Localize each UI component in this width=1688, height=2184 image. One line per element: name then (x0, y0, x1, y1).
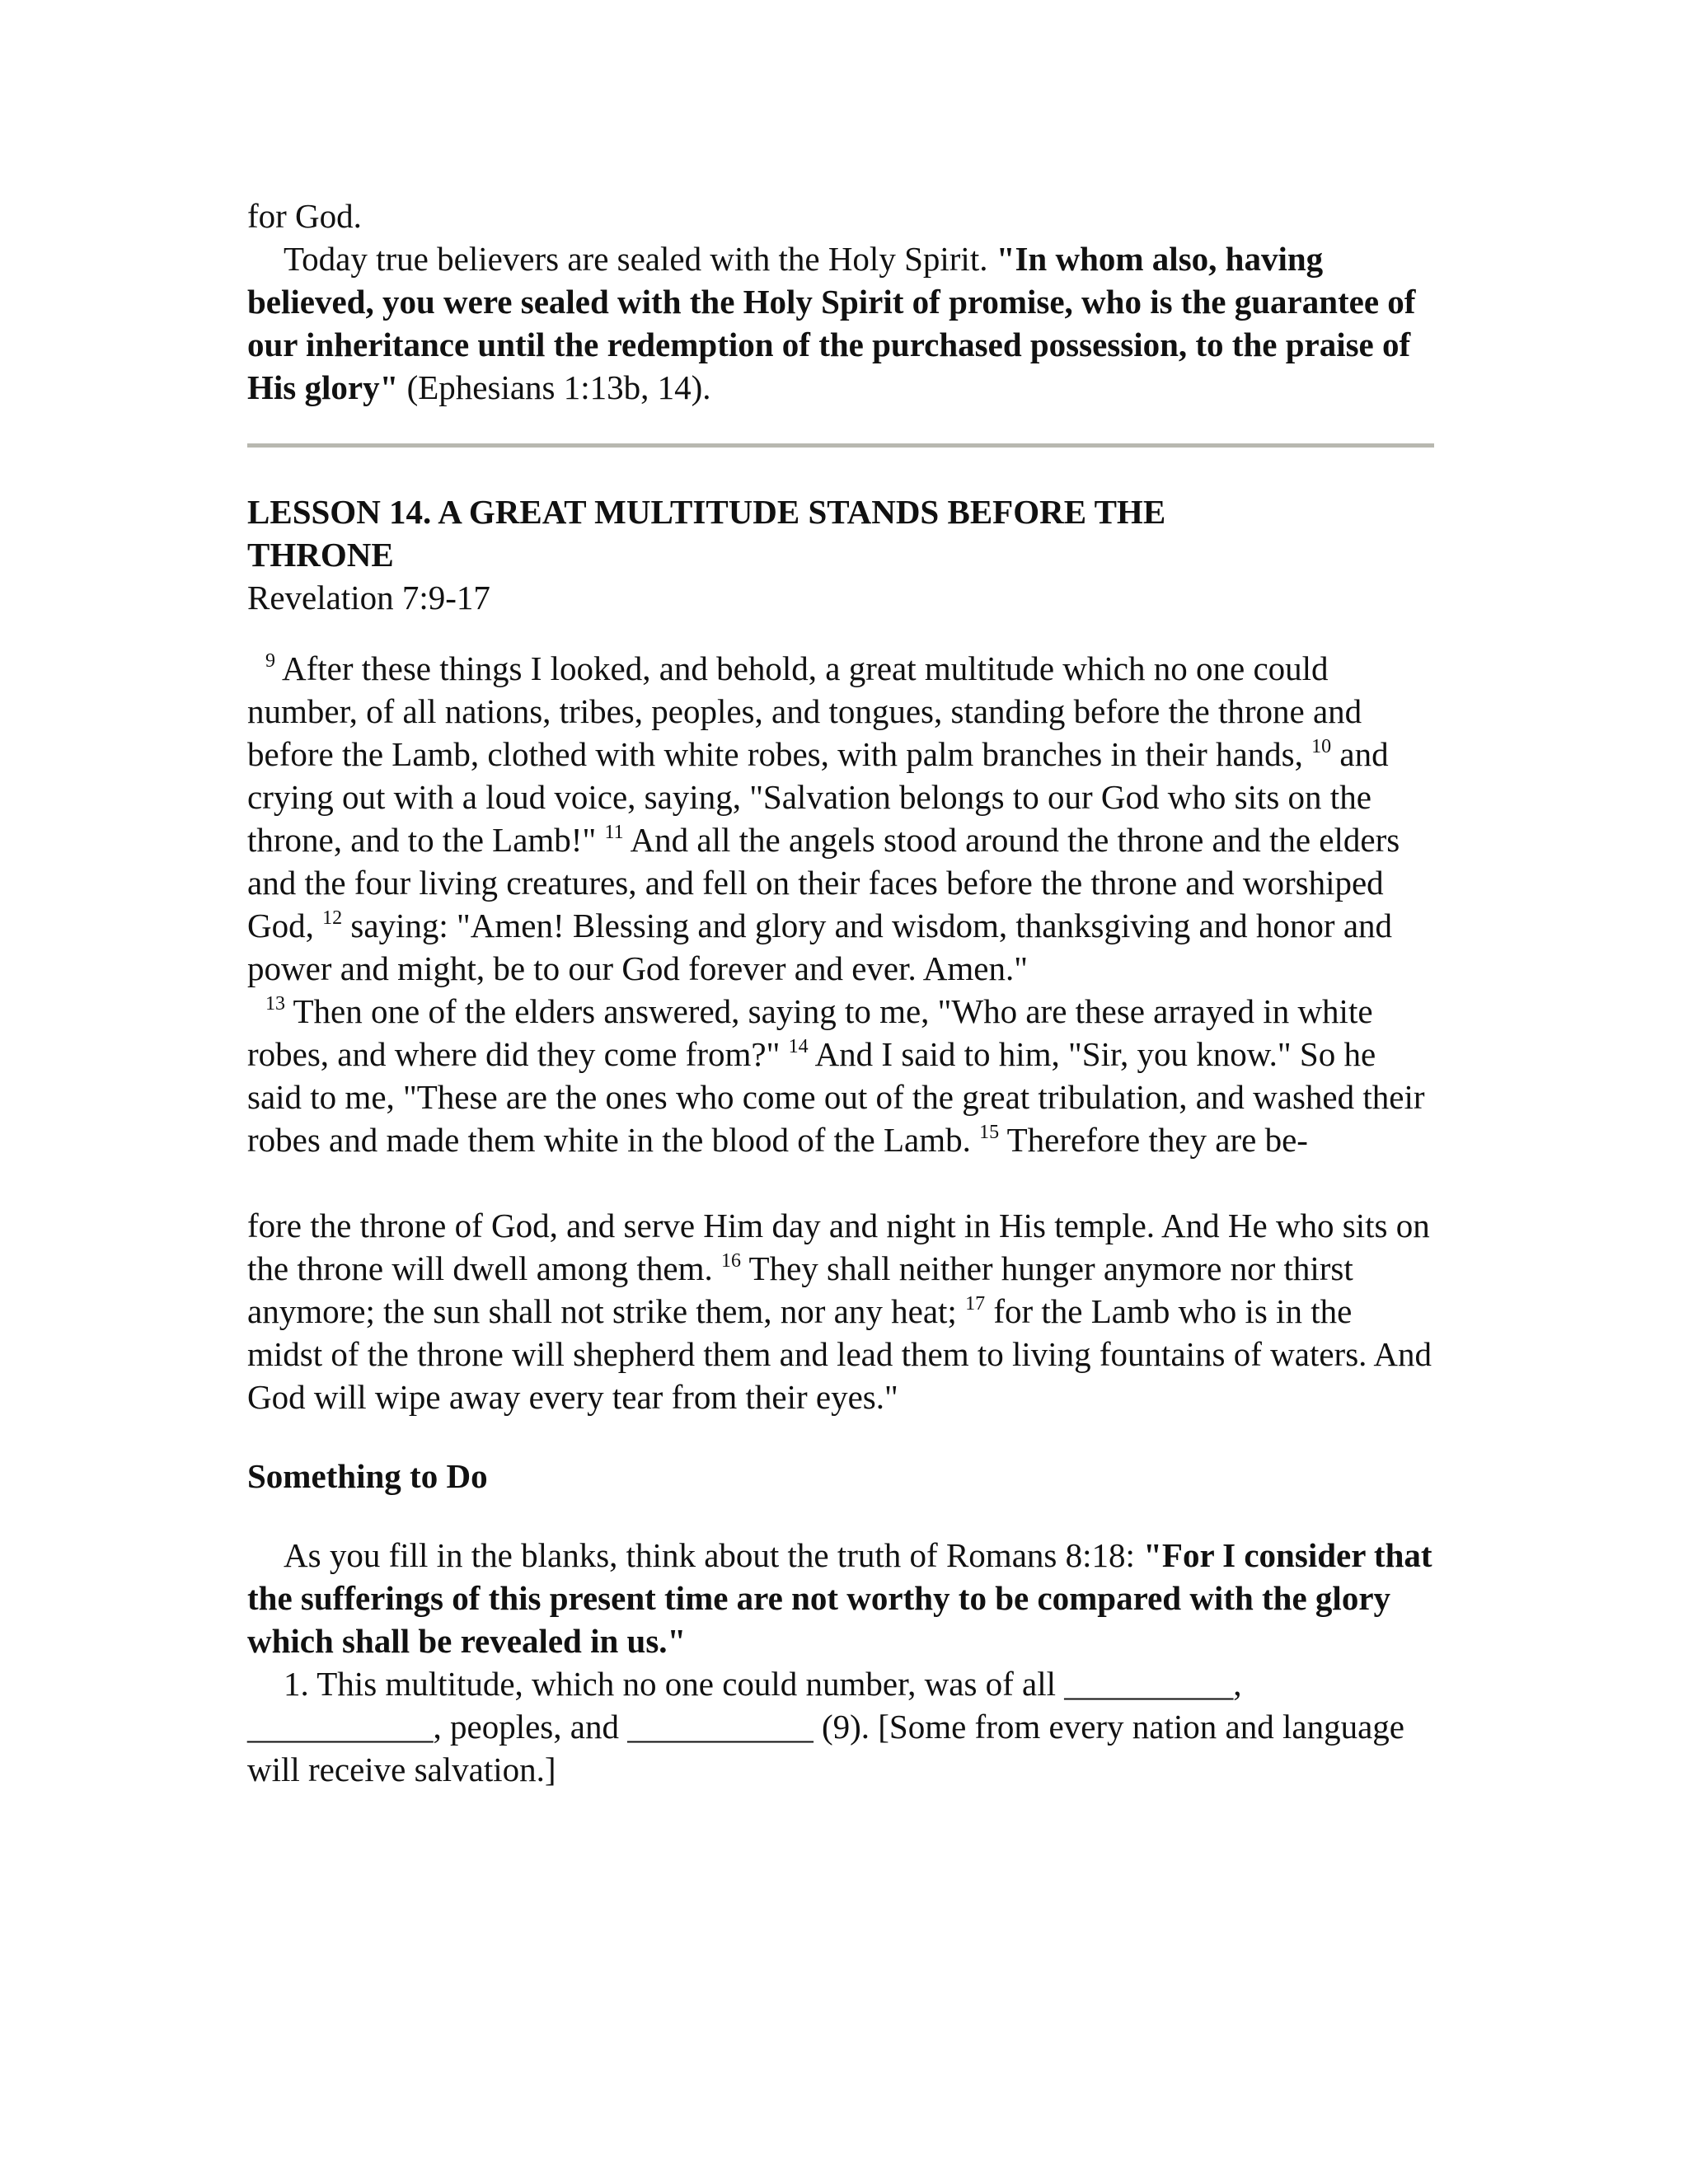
activity-intro-text: As you fill in the blanks, think about the truth of Romans 8:18: (284, 1536, 1135, 1574)
document-page (247, 194, 1434, 1791)
question-text: (9). [Some from every nation and language will receive salvation.] (247, 1708, 1404, 1788)
lesson-title: LESSON 14. A GREAT MULTITUDE STANDS BEFORE THE THRONE (247, 493, 1166, 574)
sealed-paragraph (247, 237, 1434, 409)
lesson-reference: Revelation 7:9-17 (247, 579, 490, 616)
verse-text: for the Lamb who is in the midst of the throne will shepherd them and lead them to living fountains of waters. And God will wipe away every tear from their eyes." (247, 1292, 1432, 1416)
answer-blank-2[interactable]: ___________ (247, 1708, 434, 1746)
verse-number: 10 (1311, 736, 1332, 757)
verse-number: 9 (265, 650, 275, 672)
verse-number: 15 (979, 1122, 1000, 1143)
question-1 (247, 1662, 1434, 1791)
sealed-intro: Today true believers are sealed with the Holy Spirit. (284, 240, 988, 278)
verse-number: 13 (265, 993, 285, 1015)
ephesians-reference: (Ephesians 1:13b, 14). (406, 368, 711, 406)
romans-quote: "For I consider that the sufferings of this present time are not worthy to be compared with the glory which shall be revealed in us." (247, 1536, 1432, 1660)
activity-intro (247, 1534, 1434, 1662)
verse-text: fore the throne of God, and serve Him day and night in His temple. And He who sits on the throne will dwell among them. (247, 1207, 1430, 1287)
verse-text: And all the angels stood around the throne and the elders and the four living creatures, and fell on their faces before the throne and worshiped God, (247, 821, 1400, 944)
question-text: 1. This multitude, which no one could number, was of all (284, 1665, 1057, 1703)
section-divider (247, 443, 1434, 448)
activity-heading: Something to Do (247, 1457, 488, 1495)
verse-text: saying: "Amen! Blessing and glory and wisdom, thanksgiving and honor and power and might, be to our God forever and ever. Amen." (247, 907, 1393, 987)
verse-text: After these things I looked, and behold, a great multitude which no one could number, of all nations, tribes, peoples, and tongues, standing before the throne and before the Lamb, clothed with white robes, with palm branches in their hands, (247, 649, 1362, 773)
verse-text: and crying out with a loud voice, saying, "Salvation belongs to our God who sits on the throne, and to the Lamb!" (247, 735, 1389, 859)
verse-number: 11 (604, 822, 624, 843)
scripture-paragraph-2 (247, 990, 1434, 1161)
verse-text: And I said to him, "Sir, you know." So he said to me, "These are the ones who come out of the great tribulation, and washed their robes and made them white in the blood of the Lamb. (247, 1035, 1425, 1159)
verse-number: 14 (788, 1036, 809, 1057)
carry-over-line: for God. (247, 197, 362, 235)
scripture-paragraph-3 (247, 1204, 1434, 1418)
verse-number: 12 (322, 907, 343, 929)
verse-text: They shall neither hunger anymore nor thirst anymore; the sun shall not strike them, nor any heat; (247, 1249, 1353, 1330)
verse-text: Then one of the elders answered, saying to me, "Who are these arrayed in white robes, and where did they come from?" (247, 992, 1373, 1073)
scripture-paragraph-1 (247, 647, 1434, 990)
answer-blank-1[interactable]: __________, (1064, 1665, 1242, 1703)
verse-text: Therefore they are be- (1006, 1121, 1308, 1159)
ephesians-quote: "In whom also, having believed, you were sealed with the Holy Spirit of promise, who is the guarantee of our inheritance until the redemption of the purchased possession, to the praise of His glory" (247, 240, 1416, 406)
verse-number: 17 (965, 1293, 986, 1315)
answer-blank-3[interactable]: ___________ (627, 1708, 814, 1746)
question-text: , peoples, and (433, 1708, 619, 1746)
verse-number: 16 (721, 1250, 742, 1272)
